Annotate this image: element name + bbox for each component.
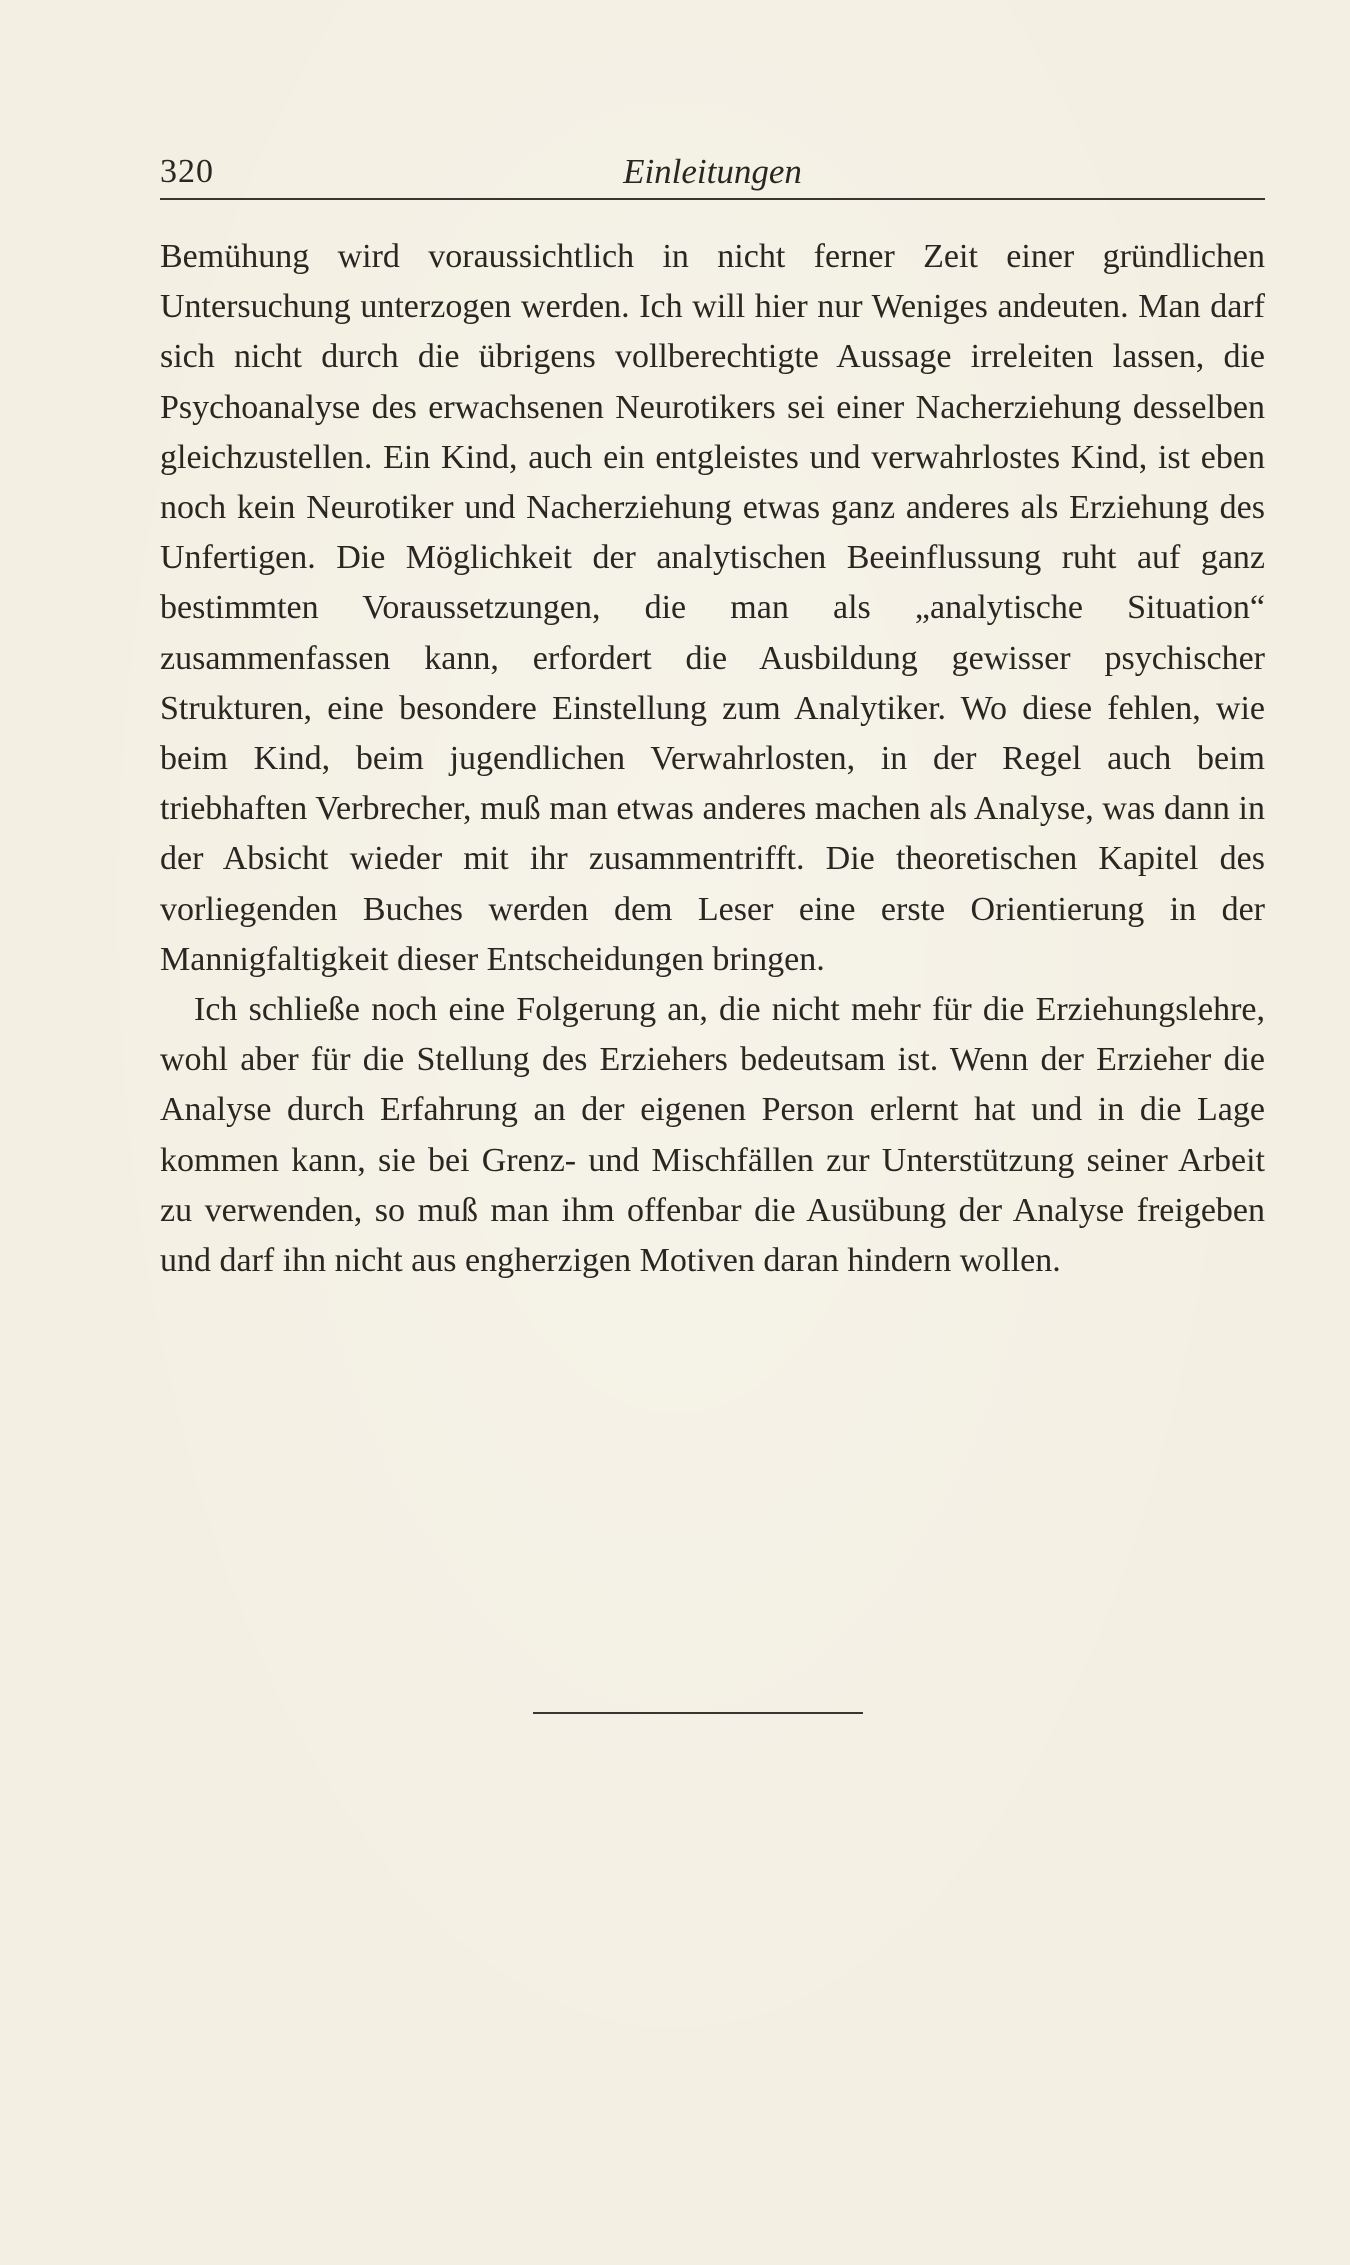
body-text bbox=[160, 232, 1265, 1286]
page-number: 320 bbox=[160, 153, 214, 190]
running-head bbox=[160, 150, 1265, 200]
section-end-rule bbox=[533, 1712, 863, 1714]
paragraph-2: Ich schließe noch eine Folgerung an, die nicht mehr für die Erziehungslehre, wohl aber für die Stellung des Erziehers bedeutsam ist. Wenn der Erzieher die Analyse durch Erfahrung an der eigenen Person erlernt hat und in die Lage kommen kann, sie bei Grenz- und Mischfällen zur Unterstützung seiner Arbeit zu verwenden, so muß man ihm offenbar die Ausübung der Analyse freigeben und darf ihn nicht aus engherzigen Motiven daran hindern wollen. bbox=[160, 991, 1265, 1280]
paragraph-1: Bemühung wird voraussichtlich in nicht ferner Zeit einer gründlichen Untersuchung unterzogen werden. Ich will hier nur Weniges andeuten. Man darf sich nicht durch die übrigens vollberechtigte Aussage irreleiten lassen, die Psychoanalyse des erwachsenen Neurotikers sei einer Nacherziehung desselben gleichzustellen. Ein Kind, auch ein entgleistes und verwahrlostes Kind, ist eben noch kein Neurotiker und Nacherziehung etwas ganz anderes als Erziehung des Unfertigen. Die Möglichkeit der analytischen Beeinflussung ruht auf ganz bestimmten Voraussetzungen, die man als „analytische Situation“ zusammenfassen kann, erfordert die Ausbildung gewisser psychischer Strukturen, eine besondere Einstellung zum Analytiker. Wo diese fehlen, wie beim Kind, beim jugendlichen Verwahrlosten, in der Regel auch beim triebhaften Verbrecher, muß man etwas anderes machen als Analyse, was dann in der Absicht wieder mit ihr zusammentrifft. Die theoretischen Kapitel des vorliegenden Buches werden dem Leser eine erste Orientierung in der Mannigfaltigkeit dieser Entscheidungen bringen. bbox=[160, 238, 1265, 978]
running-title: Einleitungen bbox=[623, 152, 802, 191]
